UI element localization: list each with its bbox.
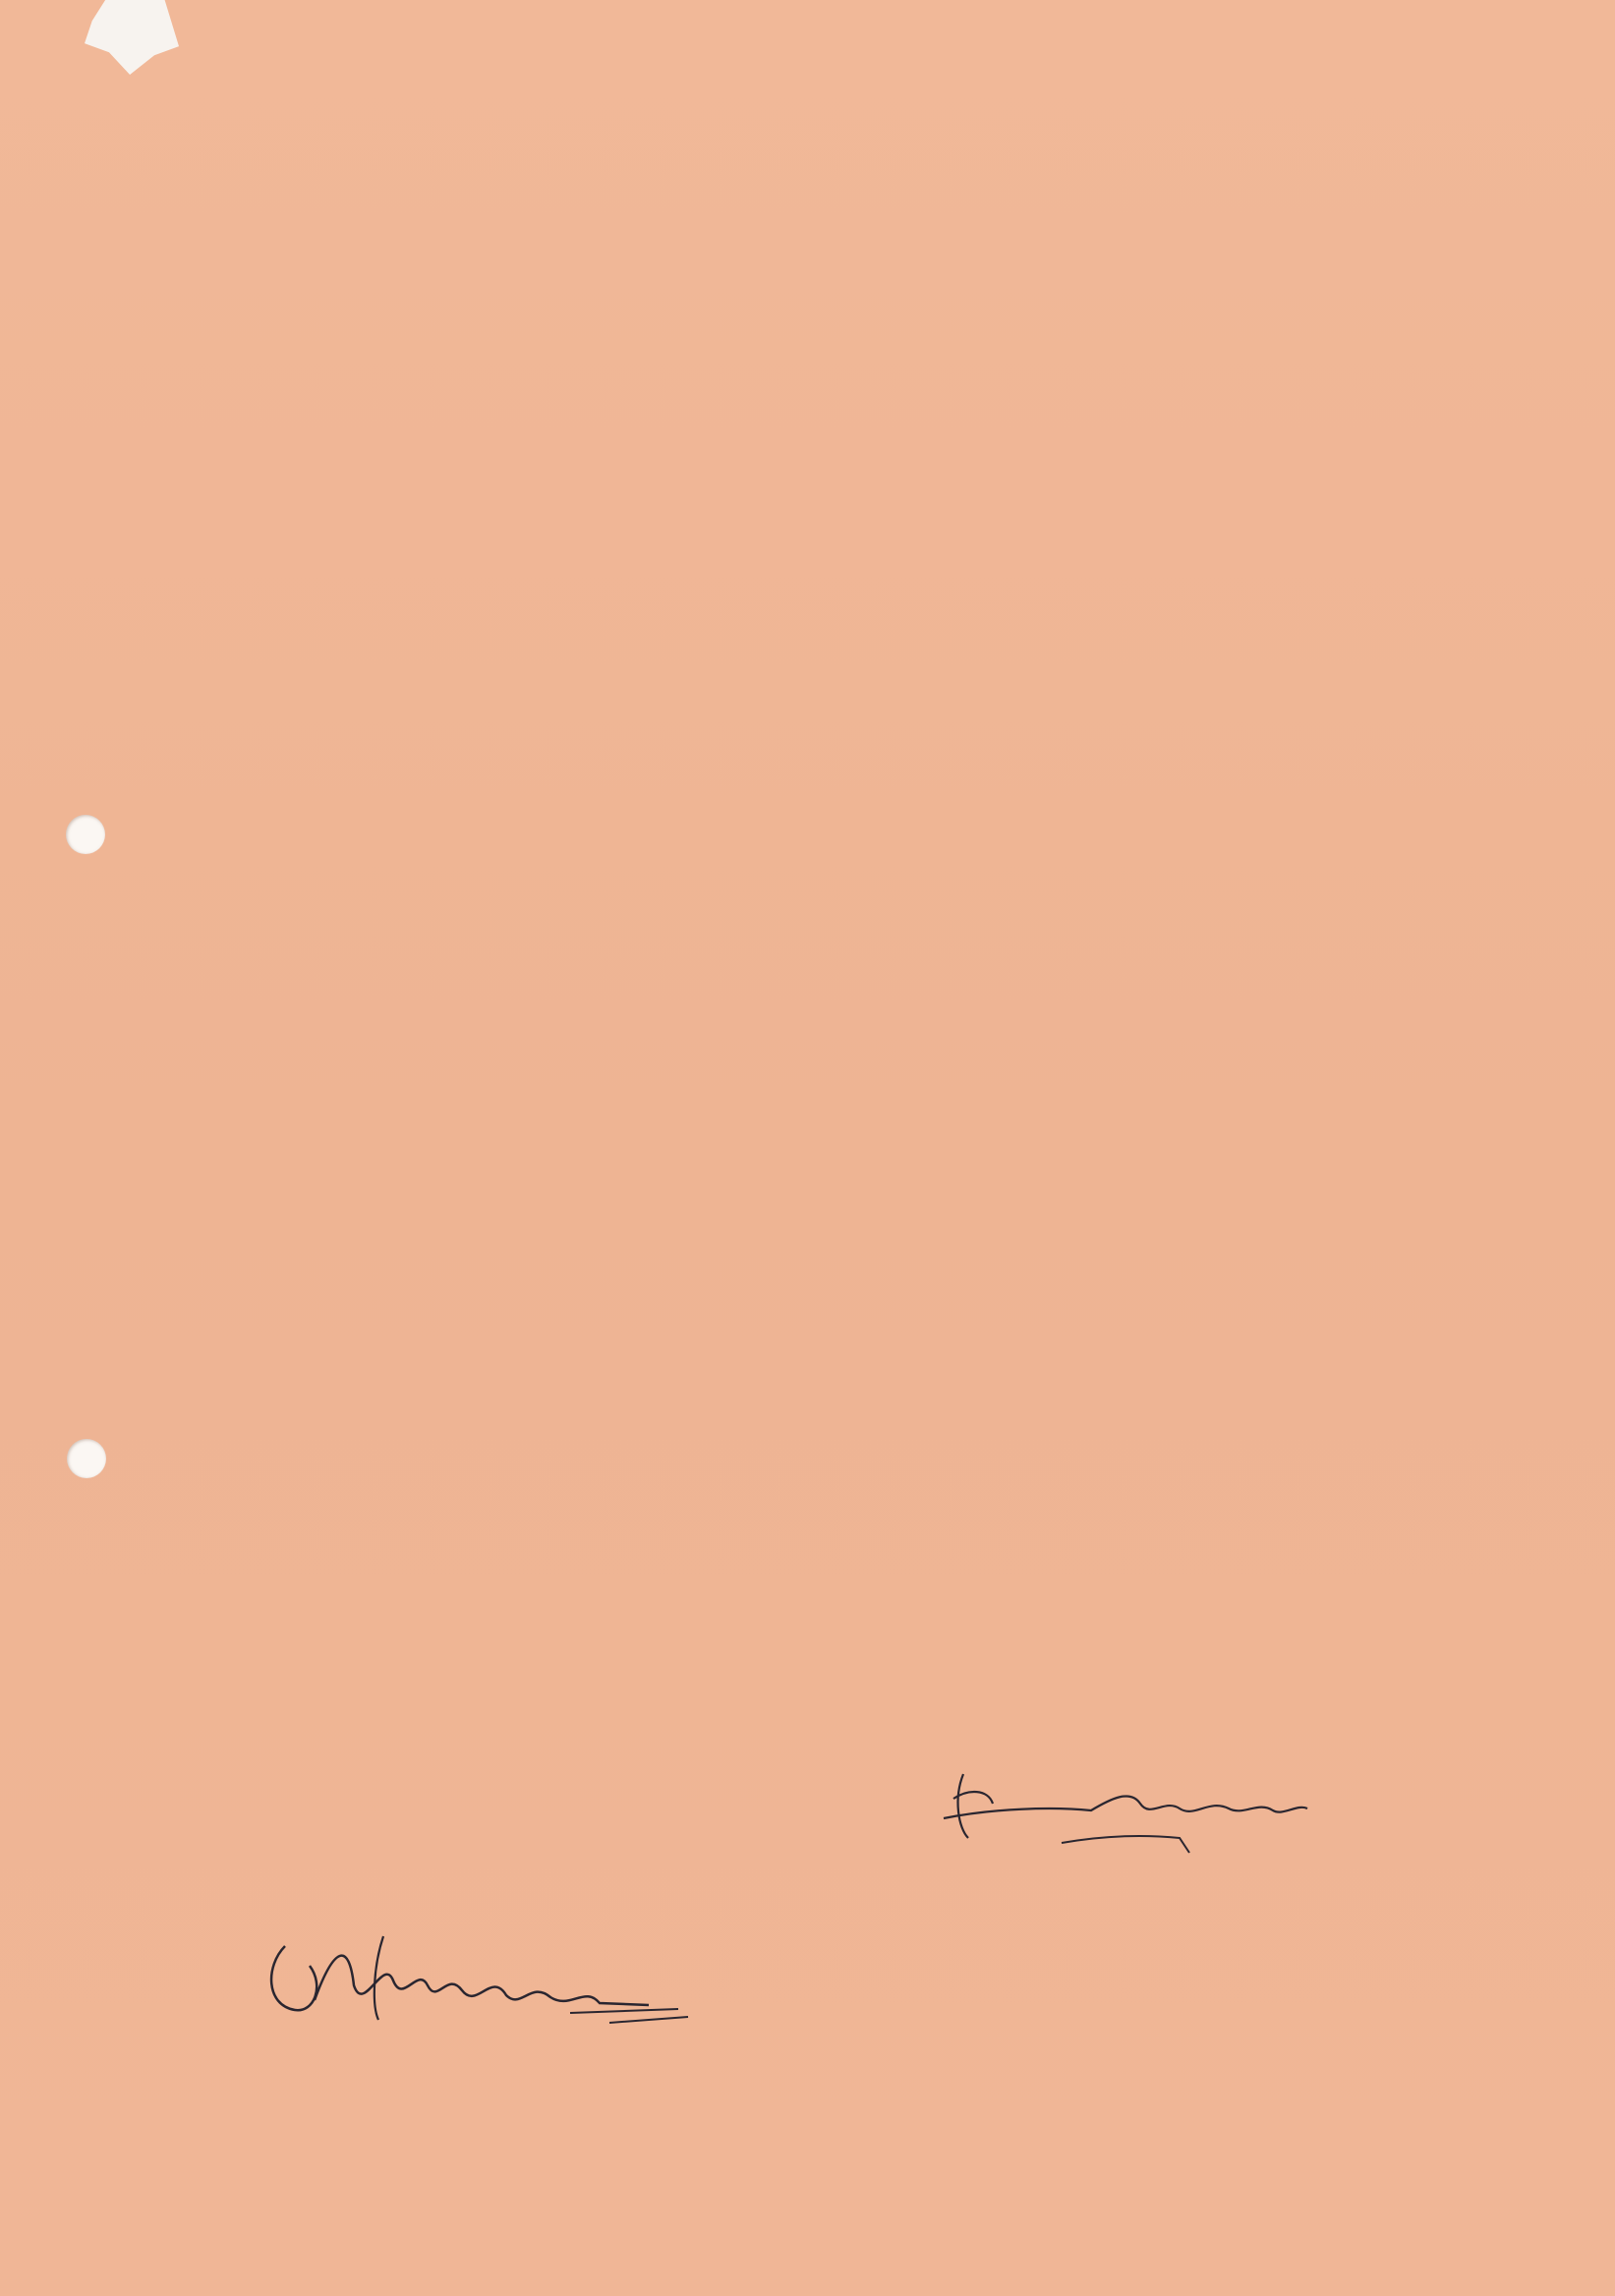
torn-corner: [85, 0, 179, 75]
otelo-signature: [256, 1926, 698, 2035]
jorge-signature: [934, 1759, 1317, 1867]
punch-hole-top: [66, 815, 105, 854]
punch-hole-bottom: [67, 1439, 106, 1478]
